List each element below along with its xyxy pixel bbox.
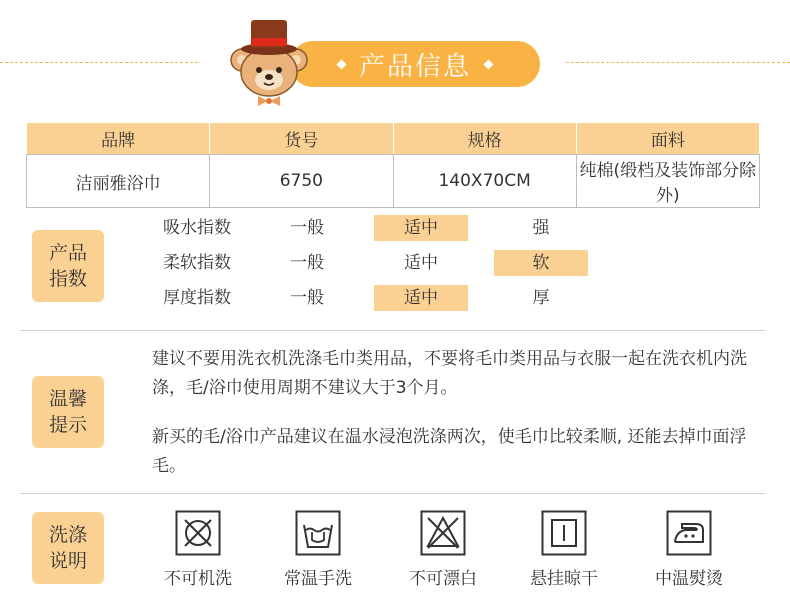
cell-spec: 140X70CM bbox=[393, 155, 576, 208]
no-bleach-icon bbox=[420, 510, 466, 556]
wash-label-line2: 说明 bbox=[48, 550, 87, 572]
indices-label-line2: 指数 bbox=[48, 268, 87, 290]
no-machine-wash-icon bbox=[175, 510, 221, 556]
cell-item-number: 6750 bbox=[210, 155, 393, 208]
wash-item-no-machine-wash bbox=[155, 510, 241, 589]
wash-label bbox=[32, 512, 104, 584]
section-banner bbox=[290, 41, 540, 87]
indices-label bbox=[32, 230, 104, 302]
wash-item-medium-iron bbox=[646, 510, 732, 589]
tip-paragraph-1: 建议不要用洗衣机洗涤毛巾类用品，不要将毛巾类用品与衣服一起在洗衣机内洗涤，毛/浴巾使用周期不建议大于3个月。 bbox=[152, 349, 747, 398]
index-level-selected: 适中 bbox=[374, 285, 468, 311]
index-level: 一般 bbox=[290, 253, 324, 273]
tips-label bbox=[32, 376, 104, 448]
indices-label-line1: 产品 bbox=[48, 242, 87, 264]
wash-caption: 不可机洗 bbox=[164, 569, 232, 589]
product-info-table bbox=[26, 122, 760, 208]
wash-caption: 不可漂白 bbox=[409, 569, 477, 589]
header-item-number: 货号 bbox=[210, 123, 393, 155]
header-fabric: 面料 bbox=[576, 123, 759, 155]
wash-label-line1: 洗涤 bbox=[48, 524, 87, 546]
wash-item-hang-dry bbox=[521, 510, 607, 589]
wash-caption: 中温熨烫 bbox=[655, 569, 723, 589]
index-name: 柔软指数 bbox=[163, 253, 231, 273]
wash-caption: 悬挂晾干 bbox=[530, 569, 598, 589]
wash-item-hand-wash bbox=[275, 510, 361, 589]
wash-item-no-bleach bbox=[400, 510, 486, 589]
diamond-icon bbox=[484, 59, 494, 69]
right-dashed-line bbox=[566, 62, 790, 63]
index-level: 一般 bbox=[290, 288, 324, 308]
wash-caption: 常温手洗 bbox=[284, 569, 352, 589]
medium-iron-icon bbox=[666, 510, 712, 556]
bear-mascot-icon bbox=[228, 16, 310, 110]
left-dashed-line bbox=[0, 62, 198, 63]
tip-paragraph-2: 新买的毛/浴巾产品建议在温水浸泡洗涤两次，使毛巾比较柔顺, 还能去掉巾面浮毛。 bbox=[152, 427, 747, 476]
index-level: 强 bbox=[532, 218, 550, 238]
divider bbox=[20, 493, 765, 494]
diamond-icon bbox=[337, 59, 347, 69]
hand-wash-icon bbox=[295, 510, 341, 556]
header-brand: 品牌 bbox=[27, 123, 210, 155]
index-level-selected: 软 bbox=[494, 250, 588, 276]
hang-dry-icon bbox=[541, 510, 587, 556]
index-level-selected: 适中 bbox=[374, 215, 468, 241]
table-header-row bbox=[27, 123, 760, 155]
index-level: 一般 bbox=[290, 218, 324, 238]
index-name: 吸水指数 bbox=[163, 218, 231, 238]
page-title: 产品信息 bbox=[358, 51, 471, 82]
header-spec: 规格 bbox=[393, 123, 576, 155]
index-name: 厚度指数 bbox=[163, 288, 231, 308]
tips-label-line1: 温馨 bbox=[48, 388, 87, 410]
index-level: 适中 bbox=[404, 253, 438, 273]
cell-brand: 洁丽雅浴巾 bbox=[27, 155, 210, 208]
table-row bbox=[27, 155, 760, 208]
index-level: 厚 bbox=[532, 288, 550, 308]
cell-fabric: 纯棉(缎档及装饰部分除外) bbox=[576, 155, 759, 208]
divider bbox=[20, 330, 765, 331]
tips-label-line2: 提示 bbox=[48, 414, 87, 436]
